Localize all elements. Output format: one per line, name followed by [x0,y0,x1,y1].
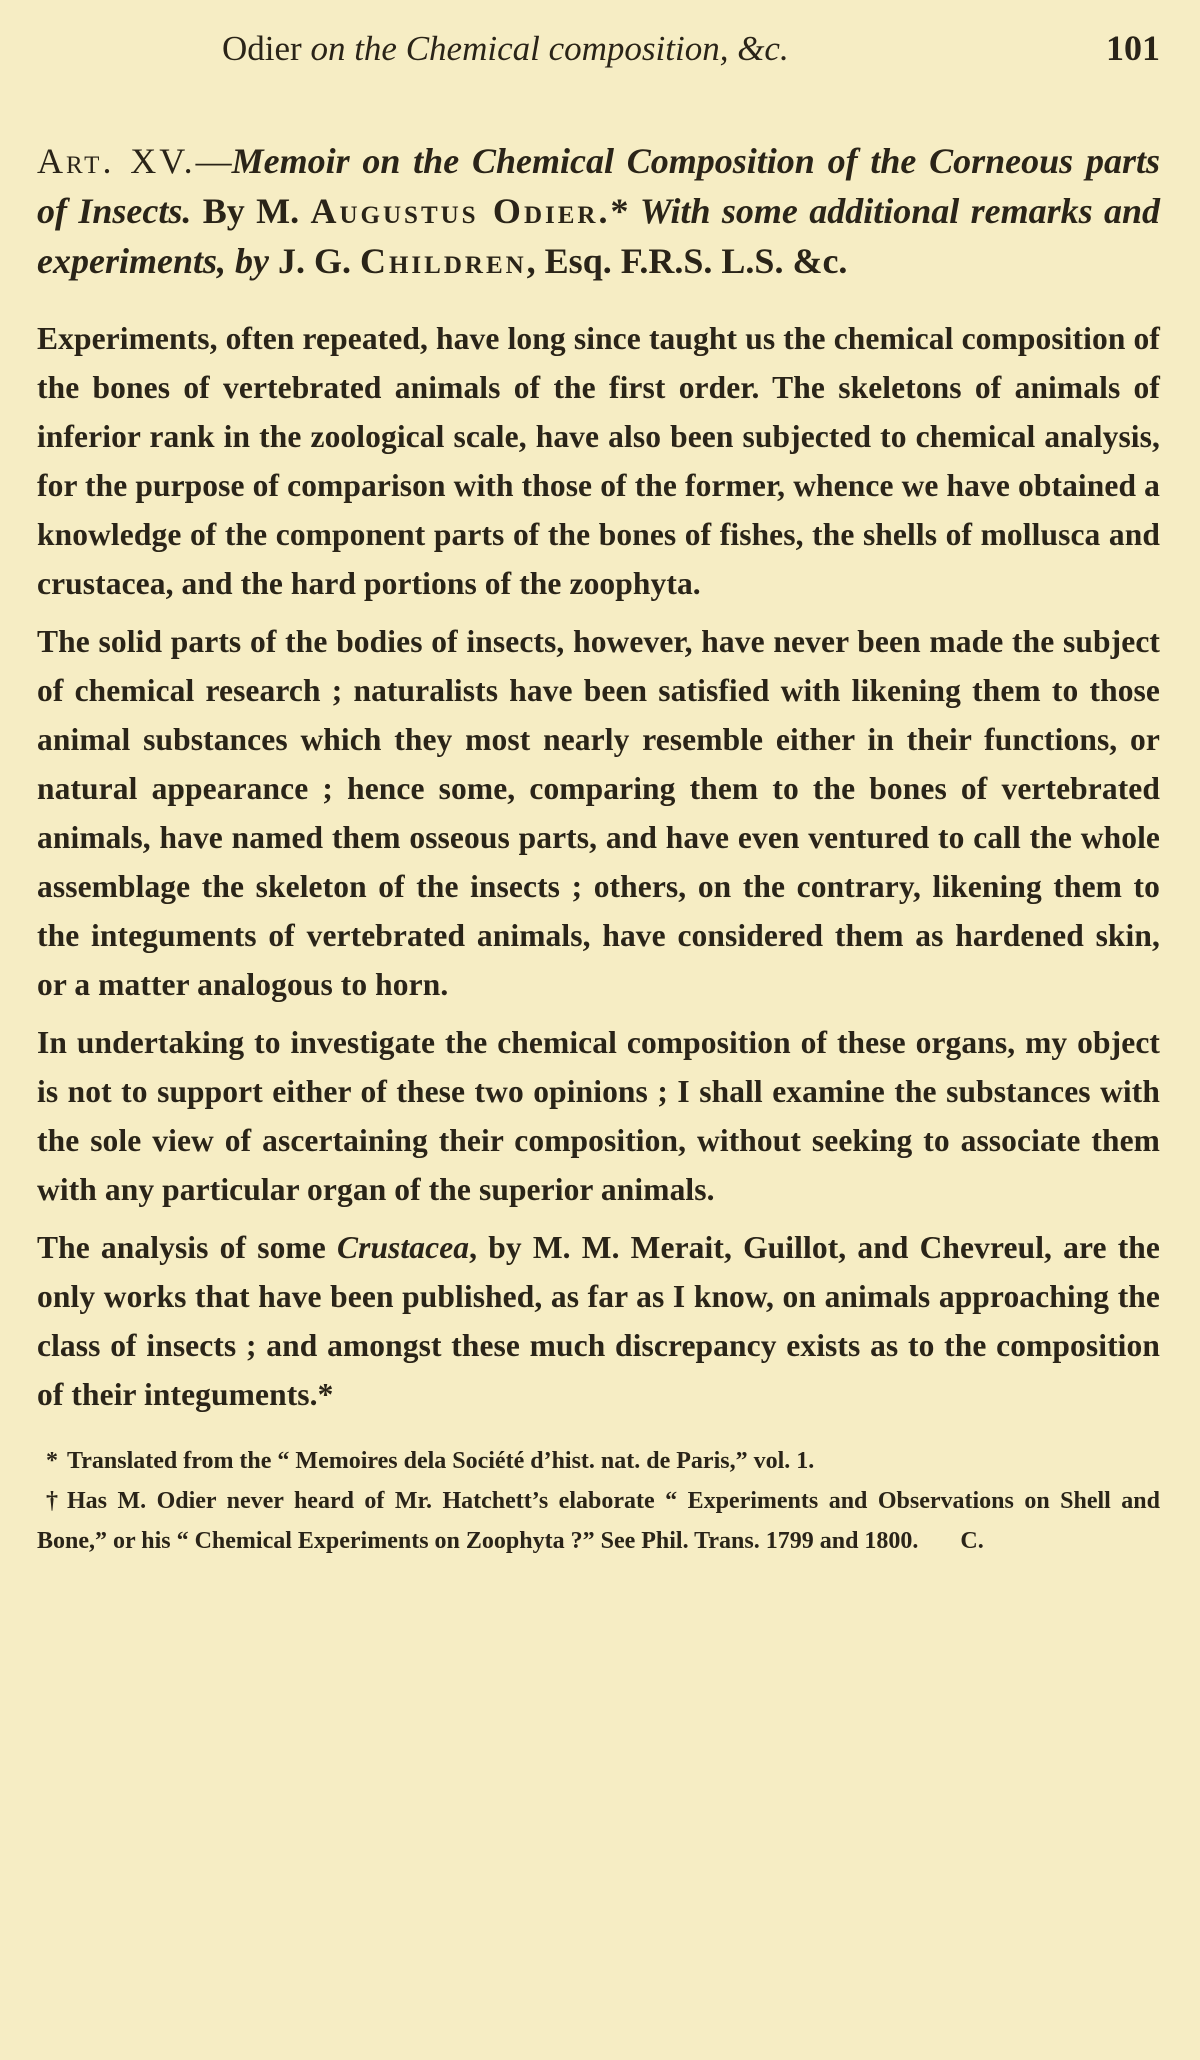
running-head [37,18,1160,78]
heading-dash: — [195,141,232,181]
article-title: Memoir on the Chemical Composition of the Corneous parts of Insects. [37,141,1160,231]
footnote-text: Translated from the “ Memoires dela Société d’hist. nat. de Paris,” vol. 1. [67,1448,815,1474]
byline-author: Augustus Odier. [310,191,611,231]
footnote-ref-star: * [610,191,629,231]
paragraph: Experiments, often repeated, have long since taught us the chemical composition of the bones of vertebrated animals of the first order. The skeletons of animals of inferior rank in the zoological scale, have also been subjected to chemical analysis, for the purpose of comparison with those of the former, whence we have obtained a knowledge of the component parts of the bones of fishes, the shells of mollusca and crustacea, and the hard portions of the zoophyta. [37,321,1160,601]
article-heading [37,136,1160,286]
footnote-mark: † [46,1488,58,1514]
footnotes [37,1441,1160,1561]
editor-name: Children [359,241,527,281]
footnote [37,1481,1160,1561]
paragraph [37,1223,1160,1419]
running-title [222,19,789,79]
byline-by: By M. [202,191,300,231]
footnote-text: Has M. Odier never heard of Mr. Hatchett’s elaborate “ Experiments and Observations on Shell and Bone,” or his “ Chemical Experiments on Zoophyta ?” See Phil. Trans. 1799 and 1800. C. [37,1488,1160,1554]
paragraph-text: , by M. M. Merait, Guillot, and Chevreul, are the only works that have been published, as far as I know, on animals approaching the class of insects ; and amongst these much discrepancy exists as to the composition of their integuments.* [37,1230,1160,1412]
page-number: 101 [1106,28,1160,68]
running-author: Odier [222,29,302,68]
additional-remarks: With some additional remarks and experiments, by [37,191,1161,281]
paragraph: In undertaking to investigate the chemical composition of these organs, my object is not to support either of these two opinions ; I shall examine the substances with the sole view of ascertaining their composition, without seeking to associate them with any particular organ of the superior animals. [37,1025,1160,1207]
paragraph: The solid parts of the bodies of insects, however, have never been made the subject of chemical research ; naturalists have been satisfied with likening them to those animal substances which they most nearly resemble either in their functions, or natural appearance ; hence some, comparing them to the bones of vertebrated animals, have named them osseous parts, and have even ventured to call the whole assemblage the skeleton of the insects ; others, on the contrary, likening them to the integuments of vertebrated animals, have considered them as hardened skin, or a matter analogous to horn. [37,624,1160,1002]
italic-term: Crustacea [336,1230,470,1265]
running-title-italic: on the Chemical composition, &c. [310,29,789,68]
article-number: Art. XV. [37,141,196,181]
editor-initials: J. G. [277,241,351,281]
footnote-mark: * [46,1448,58,1474]
editor-credentials: , Esq. F.R.S. L.S. &c. [526,241,848,281]
paragraph-text: The analysis of some [37,1230,337,1265]
footnote [37,1441,1160,1481]
article-body [37,314,1160,1419]
